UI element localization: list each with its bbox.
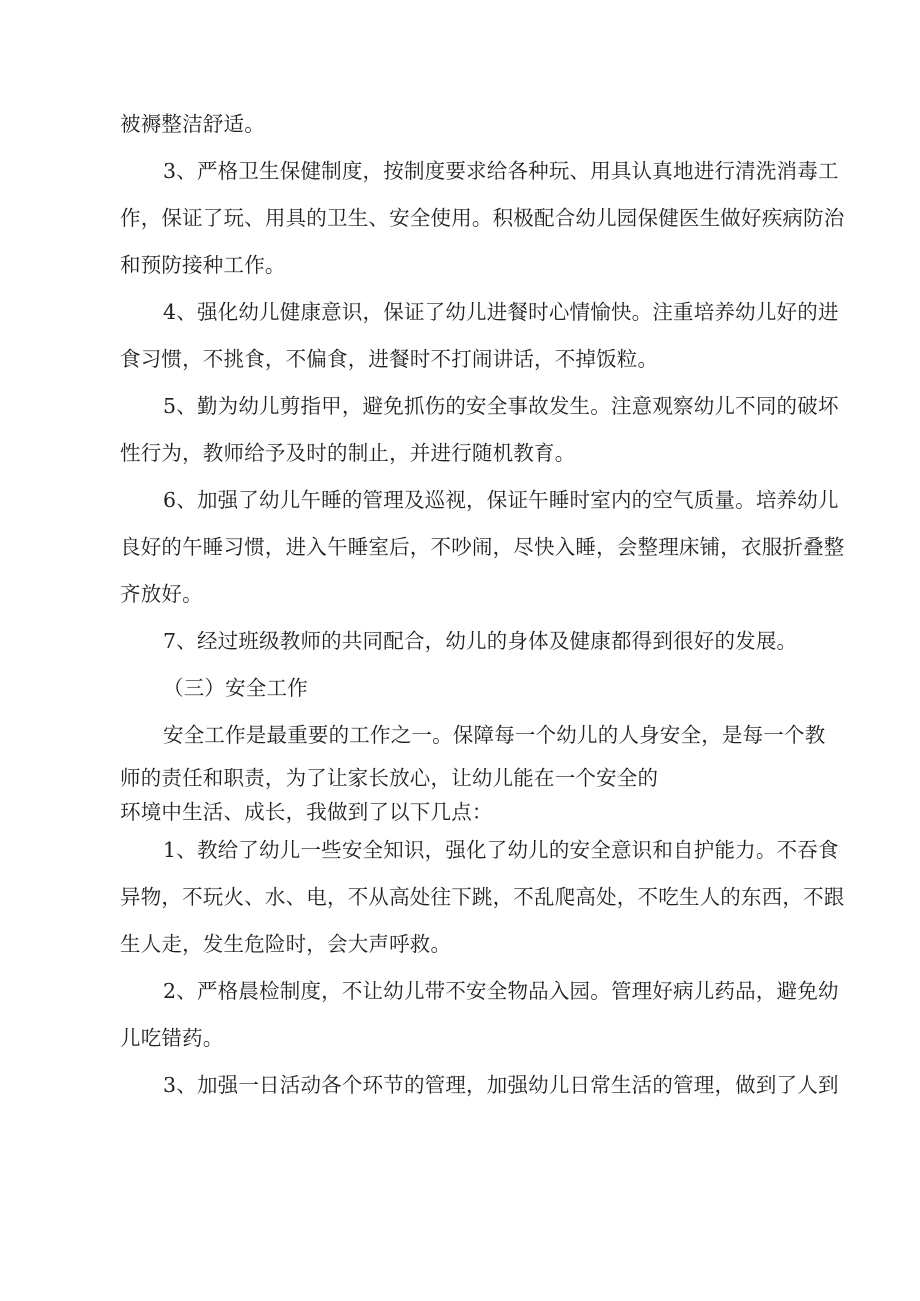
text-line: 和预防接种工作。 — [120, 253, 286, 277]
text-line: 4、强化幼儿健康意识，保证了幼儿进餐时心情愉快。注重培养幼儿好的进 — [163, 300, 839, 324]
text-line: 儿吃错药。 — [120, 1026, 224, 1050]
text-line: 师的责任和职责，为了让家长放心，让幼儿能在一个安全的 — [120, 766, 659, 790]
text-line: 5、勤为幼儿剪指甲，避免抓伤的安全事故发生。注意观察幼儿不同的破坏 — [163, 394, 839, 418]
text-line: 6、加强了幼儿午睡的管理及巡视，保证午睡时室内的空气质量。培养幼儿 — [163, 488, 839, 512]
text-line: （三）安全工作 — [163, 676, 308, 700]
text-line: 生人走，发生危险时，会大声呼救。 — [120, 932, 452, 956]
text-line: 食习惯，不挑食，不偏食，进餐时不打闹讲话，不掉饭粒。 — [120, 347, 659, 371]
text-line: 环境中生活、成长，我做到了以下几点： — [120, 800, 493, 824]
text-line: 被褥整洁舒适。 — [120, 112, 265, 136]
page-bottom-margin — [0, 0, 920, 1]
text-line: 3、加强一日活动各个环节的管理，加强幼儿日常生活的管理，做到了人到 — [163, 1073, 839, 1097]
text-line: 3、严格卫生保健制度，按制度要求给各种玩、用具认真地进行清洗消毒工 — [163, 159, 839, 183]
document-text-body — [120, 101, 845, 1109]
text-line: 2、严格晨检制度，不让幼儿带不安全物品入园。管理好病儿药品，避免幼 — [163, 979, 839, 1003]
text-line: 安全工作是最重要的工作之一。保障每一个幼儿的人身安全，是每一个教 — [163, 723, 826, 747]
text-line: 良好的午睡习惯，进入午睡室后，不吵闹，尽快入睡，会整理床铺，衣服折叠整 — [120, 535, 845, 559]
text-line: 异物，不玩火、水、电，不从高处往下跳，不乱爬高处，不吃生人的东西，不跟 — [120, 885, 845, 909]
text-line: 性行为，教师给予及时的制止，并进行随机教育。 — [120, 441, 576, 465]
text-line: 1、教给了幼儿一些安全知识，强化了幼儿的安全意识和自护能力。不吞食 — [163, 838, 839, 862]
text-line: 7、经过班级教师的共同配合，幼儿的身体及健康都得到很好的发展。 — [163, 629, 798, 653]
text-line: 齐放好。 — [120, 582, 203, 606]
text-line: 作，保证了玩、用具的卫生、安全使用。积极配合幼儿园保健医生做好疾病防治 — [120, 206, 845, 230]
